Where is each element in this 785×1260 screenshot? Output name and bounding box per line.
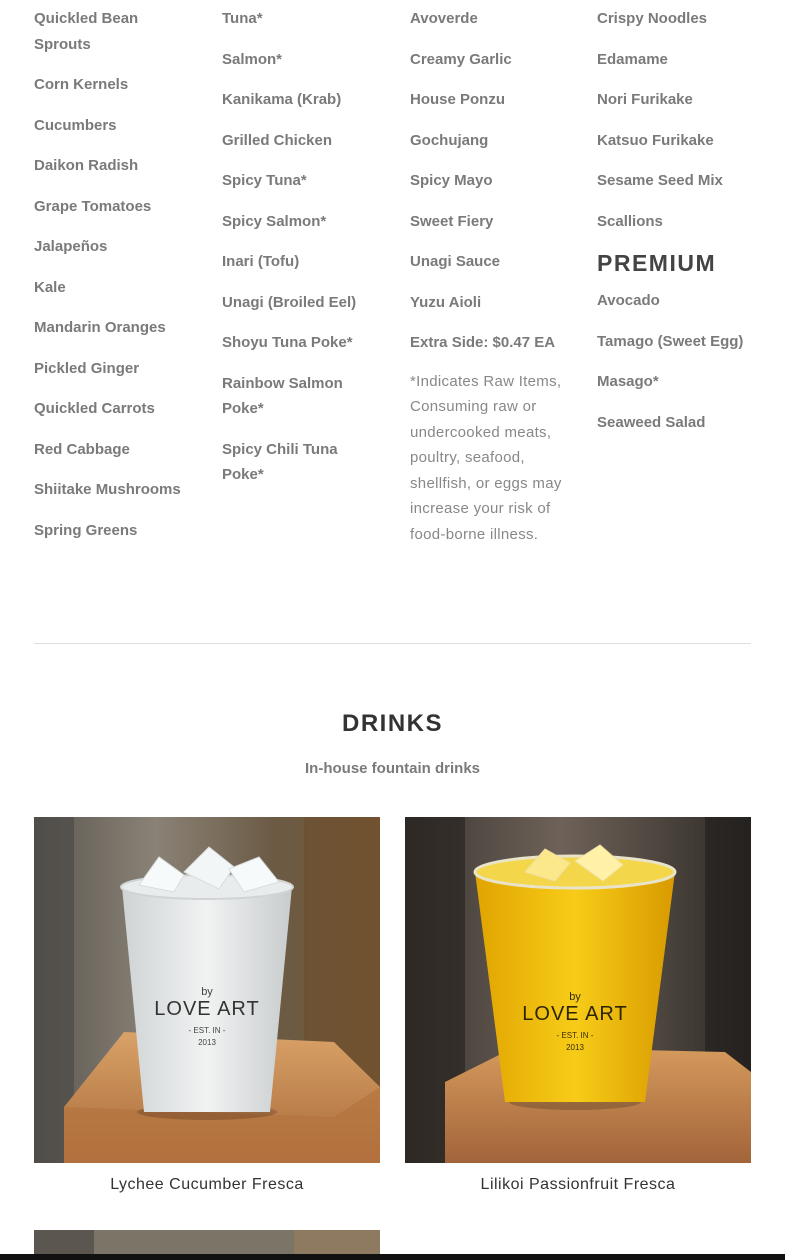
cup-brand-text: LOVE ART [522, 1003, 628, 1025]
menu-item: Spicy Tuna* [222, 172, 307, 189]
menu-item: Kanikama (Krab) [222, 91, 342, 108]
menu-item: Extra Side: $0.47 EA [410, 334, 556, 351]
menu-column-4 [597, 0, 757, 450]
menu-item: Spicy Salmon* [222, 212, 327, 230]
menu-column-2 [222, 0, 382, 503]
cup-year-text: 2013 [566, 1043, 584, 1052]
toppings-menu [34, 0, 754, 600]
menu-item: Grilled Chicken [222, 131, 333, 149]
drinks-title: DRINKS [341, 710, 443, 737]
cup-year-text: 2013 [198, 1038, 216, 1047]
menu-item: Seaweed Salad [597, 413, 706, 431]
cup-by-text: by [569, 991, 581, 1003]
cup-est-text: - EST. IN - [556, 1031, 594, 1040]
cup-est-text: - EST. IN - [188, 1026, 226, 1035]
menu-item: Tamago (Sweet Egg) [597, 332, 744, 350]
menu-item: Masago* [597, 373, 659, 390]
menu-item: Tuna* [222, 10, 263, 27]
column-2-list [222, 6, 382, 488]
menu-item: Mandarin Oranges [34, 319, 166, 336]
column-4-list [597, 6, 757, 234]
menu-item: Inari (Tofu) [222, 253, 300, 270]
menu-item: Unagi Sauce [410, 253, 501, 270]
menu-item: Pickled Ginger [34, 359, 140, 377]
menu-column-1 [34, 0, 194, 558]
menu-item: Katsuo Furikake [597, 131, 714, 149]
menu-item: Nori Furikake [597, 91, 693, 108]
premium-heading: PREMIUM [597, 250, 717, 276]
bottom-bar [0, 1254, 785, 1260]
section-divider [34, 643, 751, 644]
menu-item: Creamy Garlic [410, 50, 512, 68]
menu-item: Spicy Mayo [410, 172, 493, 189]
menu-item: Crispy Noodles [597, 10, 708, 27]
menu-item: Red Cabbage [34, 440, 130, 458]
drinks-subtitle: In-house fountain drinks [305, 760, 480, 777]
menu-item: Salmon* [222, 50, 283, 68]
menu-item: House Ponzu [410, 91, 506, 108]
drink-name[interactable]: Lychee Cucumber Fresca [110, 1176, 304, 1193]
menu-item: Yuzu Aioli [410, 293, 482, 311]
menu-item: Shoyu Tuna Poke* [222, 334, 353, 351]
menu-item: Daikon Radish [34, 157, 139, 174]
menu-item: Spicy Chili Tuna Poke* [222, 440, 338, 483]
column-3-list [410, 6, 570, 356]
menu-item: Shiitake Mushrooms [34, 481, 181, 498]
drink-name[interactable]: Lilikoi Passionfruit Fresca [480, 1176, 676, 1193]
menu-item: Edamame [597, 50, 668, 68]
menu-column-3 [410, 0, 570, 547]
raw-items-disclaimer: *Indicates Raw Items, Consuming raw or undercooked meats, poultry, seafood, shellfish, or eggs may increase your risk of food-borne illness. [410, 372, 562, 543]
cup-by-text: by [201, 986, 213, 998]
menu-item: Quickled Carrots [34, 400, 155, 417]
premium-list [597, 288, 757, 435]
menu-item: Gochujang [410, 131, 489, 149]
menu-item: Scallions [597, 212, 663, 230]
menu-item: Unagi (Broiled Eel) [222, 293, 357, 311]
cup-brand-text: LOVE ART [154, 998, 260, 1020]
menu-item: Corn Kernels [34, 76, 129, 93]
menu-item: Sweet Fiery [410, 212, 494, 230]
lychee-drink-photo[interactable] [34, 817, 380, 1163]
drink-card-lilikoi[interactable] [405, 817, 751, 1194]
menu-item: Spring Greens [34, 521, 138, 539]
menu-item: Sesame Seed Mix [597, 172, 723, 189]
menu-item: Grape Tomatoes [34, 197, 152, 215]
menu-item: Avocado [597, 292, 660, 309]
menu-item: Avoverde [410, 10, 478, 27]
column-1-list [34, 6, 194, 543]
menu-item: Kale [34, 278, 66, 296]
menu-item: Jalapeños [34, 238, 108, 255]
menu-item: Rainbow Salmon Poke* [222, 374, 343, 417]
lilikoi-drink-photo[interactable] [405, 817, 751, 1163]
menu-item: Cucumbers [34, 116, 117, 134]
menu-item: Quickled Bean Sprouts [34, 10, 139, 53]
drink-card-lychee[interactable] [34, 817, 380, 1194]
